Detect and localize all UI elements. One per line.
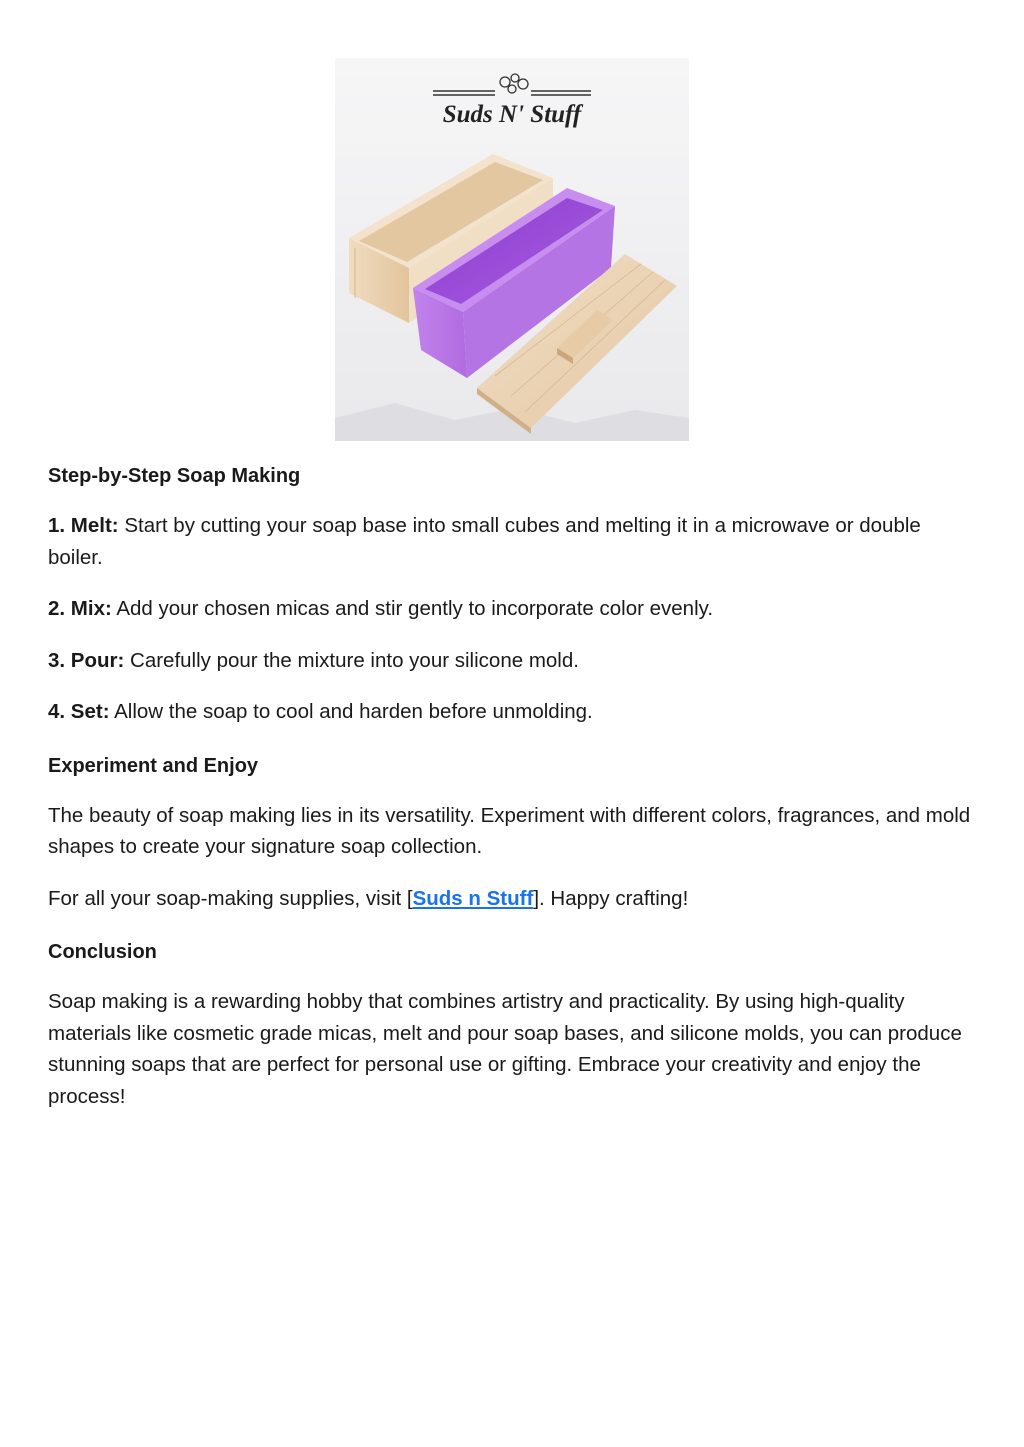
product-image xyxy=(335,58,689,441)
step-text: Carefully pour the mixture into your silicone mold. xyxy=(124,648,579,672)
step-item xyxy=(48,510,978,573)
suds-n-stuff-link[interactable]: Suds n Stuff xyxy=(412,886,534,910)
steps-heading: Step-by-Step Soap Making xyxy=(48,465,301,487)
supplies-paragraph xyxy=(48,883,978,915)
step-item xyxy=(48,696,978,728)
step-label: 3. Pour: xyxy=(48,648,125,672)
step-label: 1. Melt: xyxy=(48,514,119,537)
experiment-paragraph: The beauty of soap making lies in its versatility. Experiment with different colors, fragrances, and mold shapes to create your signature soap collection. xyxy=(48,803,971,858)
step-item xyxy=(48,645,978,677)
step-label: 2. Mix: xyxy=(48,597,112,620)
step-item xyxy=(48,593,978,625)
step-text: Allow the soap to cool and harden before unmolding. xyxy=(109,700,593,723)
svg-text:Suds N' Stuff: Suds N' Stuff xyxy=(442,101,582,128)
step-text: Start by cutting your soap base into small cubes and melting it in a microwave or double boiler. xyxy=(48,514,921,569)
conclusion-paragraph: Soap making is a rewarding hobby that combines artistry and practicality. By using high-quality materials like cosmetic grade micas, melt and pour soap bases, and silicone molds, you can produce stunning soaps that are perfect for personal use or gifting. Embrace your creativity and enjoy the process! xyxy=(48,990,962,1108)
article-body xyxy=(48,458,978,1132)
experiment-heading: Experiment and Enjoy xyxy=(48,754,259,777)
step-label: 4. Set: xyxy=(48,700,110,723)
step-text: Add your chosen micas and stir gently to incorporate color evenly. xyxy=(111,597,714,620)
conclusion-heading: Conclusion xyxy=(48,941,157,963)
supplies-text-before: For all your soap-making supplies, visit [ xyxy=(48,886,413,910)
supplies-text-after: ]. Happy crafting! xyxy=(533,886,689,910)
soap-mold-product-image xyxy=(335,58,689,441)
